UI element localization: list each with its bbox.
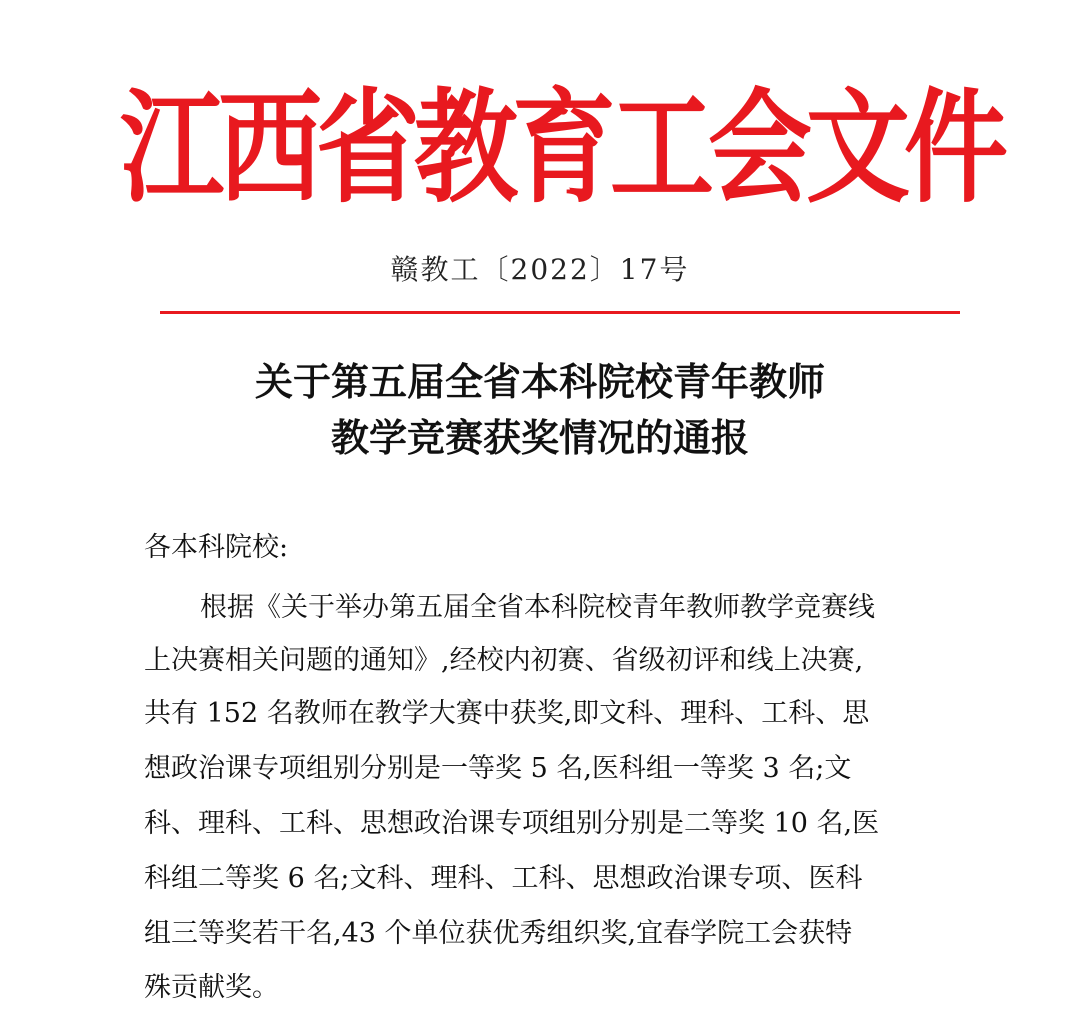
body-line-1: 根据《关于举办第五届全省本科院校青年教师教学竞赛线 <box>200 592 875 623</box>
document-number: 赣教工〔2022〕17号 <box>390 253 690 286</box>
document-title-line-2: 教学竞赛获奖情况的通报 <box>330 415 749 460</box>
body-line-7: 组三等奖若干名,43 个单位获优秀组织奖,宜春学院工会获特 <box>144 918 853 949</box>
masthead-title: 江西省教育工会文件 <box>120 76 1003 220</box>
red-divider-line <box>160 311 960 314</box>
body-line-4: 想政治课专项组别分别是一等奖 5 名,医科组一等奖 3 名;文 <box>144 753 852 784</box>
salutation: 各本科院校: <box>144 532 289 563</box>
body-line-8: 殊贡献奖。 <box>144 972 279 1003</box>
body-line-6: 科组二等奖 6 名;文科、理科、工科、思想政治课专项、医科 <box>144 863 863 894</box>
body-line-5: 科、理科、工科、思想政治课专项组别分别是二等奖 10 名,医 <box>144 808 880 839</box>
document-title-line-1: 关于第五届全省本科院校青年教师 <box>254 359 825 404</box>
body-line-3: 共有 152 名教师在教学大赛中获奖,即文科、理科、工科、思 <box>144 698 870 729</box>
body-line-2: 上决赛相关问题的通知》,经校内初赛、省级初评和线上决赛, <box>144 645 864 676</box>
